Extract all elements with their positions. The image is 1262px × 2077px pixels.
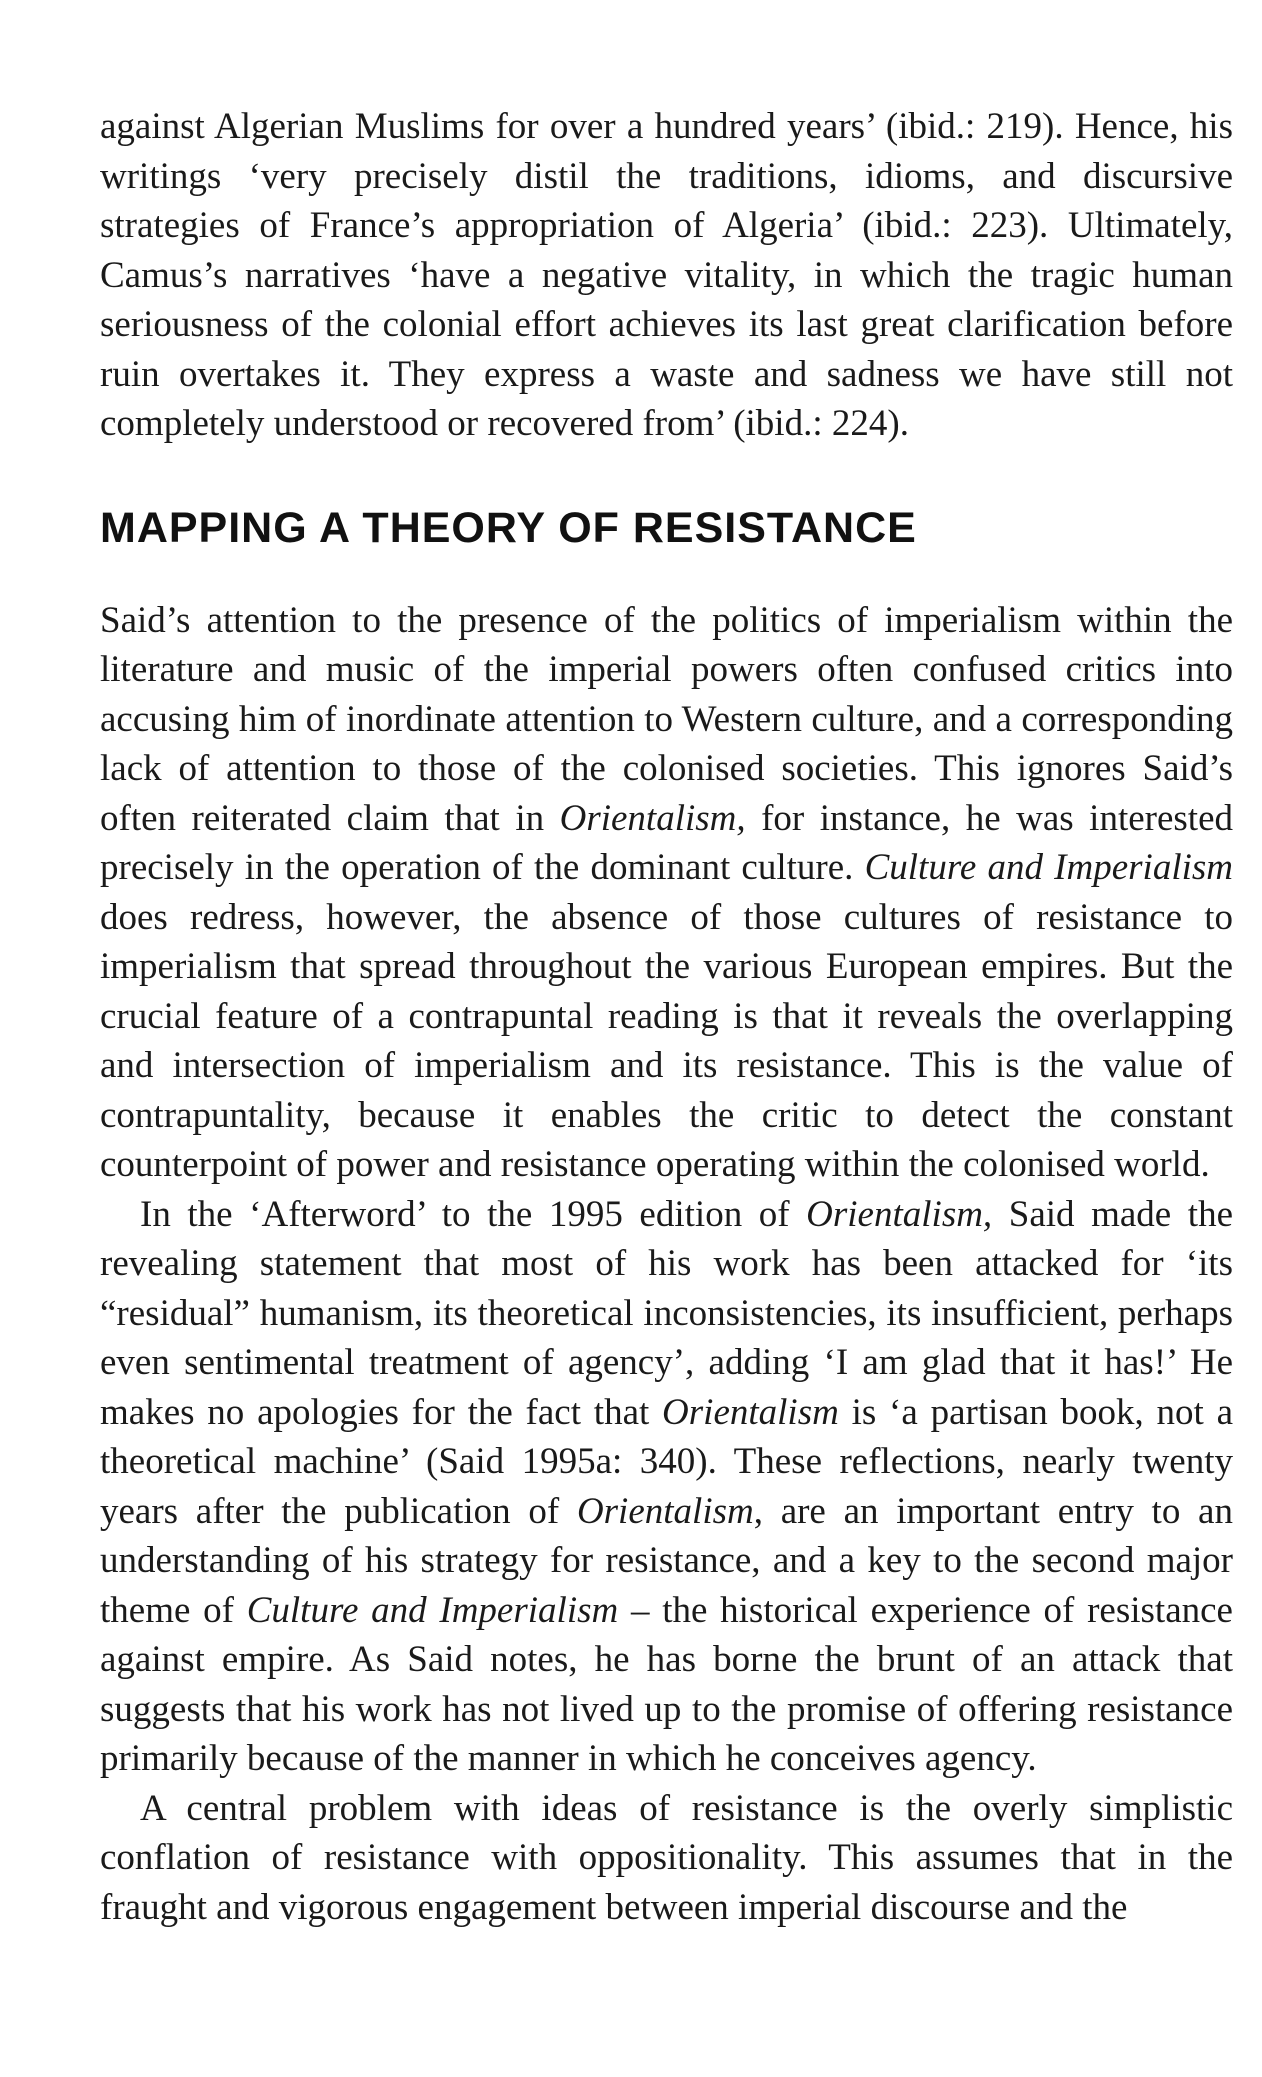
book-title-italic: Orientalism bbox=[576, 1490, 754, 1532]
book-title-italic: Orientalism, bbox=[806, 1193, 993, 1235]
book-title-italic: Orientalism bbox=[662, 1391, 839, 1433]
text-run: – the historical experience of resistance against empire. As Said notes, he has borne the brunt of an attack that suggests that his work has not lived up to the promise of offering resistance primarily because of the manner in which he conceives agency. bbox=[100, 1589, 1233, 1779]
text-run: does redress, however, the absence of those cultures of resistance to imperialism that spread throughout the various European empires. But the crucial feature of a contrapuntal reading is that it reveals the overlapping and intersection of imperialism and its resistance. This is the value of contrapuntality, because it enables the critic to detect the constant counterpoint of power and resistance operating within the colonised world. bbox=[100, 896, 1233, 1185]
text-run: for instance, he was interested precisely in the operation of the dominant culture. bbox=[100, 797, 1233, 888]
text-run: , are an important entry to an understanding of his strategy for resistance, and a key to the second major theme of bbox=[100, 1490, 1233, 1631]
paragraph-central-problem: A central problem with ideas of resistance is the overly simplistic conflation of resistance with oppositionality. This assumes that in the fraught and vigorous engagement between imperial discourse and the bbox=[100, 1787, 1233, 1928]
text-run: Said’s attention to the presence of the politics of imperialism within the literature and music of the imperial powers often confused critics into accusing him of inordinate attention to Western culture, and a corresponding lack of attention to those of the colonised societies. This ignores Said’s often reiterated claim that in bbox=[100, 599, 1233, 839]
book-title-italic: Culture and Imperialism bbox=[246, 1589, 619, 1631]
text-run: is ‘a partisan book, not a theoretical machine’ (Said 1995a: 340). These reflections, nearly twenty years after the publication of bbox=[100, 1391, 1233, 1532]
paragraph-continued: against Algerian Muslims for over a hundred years’ (ibid.: 219). Hence, his writings ‘very precisely distil the traditions, idioms, and discursive strategies of France’s appropriation of Algeria’ (ibid.: 223). Ultimately, Camus’s narratives ‘have a negative vitality, in which the tragic human seriousness of the colonial effort achieves its last great clarification before ruin overtakes it. They express a waste and sadness we have still not completely understood or recovered from’ (ibid.: 224). bbox=[100, 106, 1233, 444]
page-body bbox=[100, 102, 1233, 1932]
text-run: In the ‘Afterword’ to the 1995 edition of bbox=[140, 1193, 807, 1235]
text-run: Said made the revealing statement that most of his work has been attacked for ‘its “residual” humanism, its theoretical inconsistencies, its insufficient, perhaps even sentimental treatment of agency’, adding ‘I am glad that it has!’ He makes no apologies for the fact that bbox=[100, 1193, 1234, 1433]
section-heading: MAPPING A THEORY OF RESISTANCE bbox=[100, 503, 917, 552]
book-title-italic: Culture and Imperialism bbox=[864, 847, 1233, 888]
paragraph-contrapuntal bbox=[100, 596, 1233, 1190]
paragraph-afterword bbox=[100, 1190, 1233, 1784]
book-title-italic: Orientalism, bbox=[559, 797, 746, 839]
